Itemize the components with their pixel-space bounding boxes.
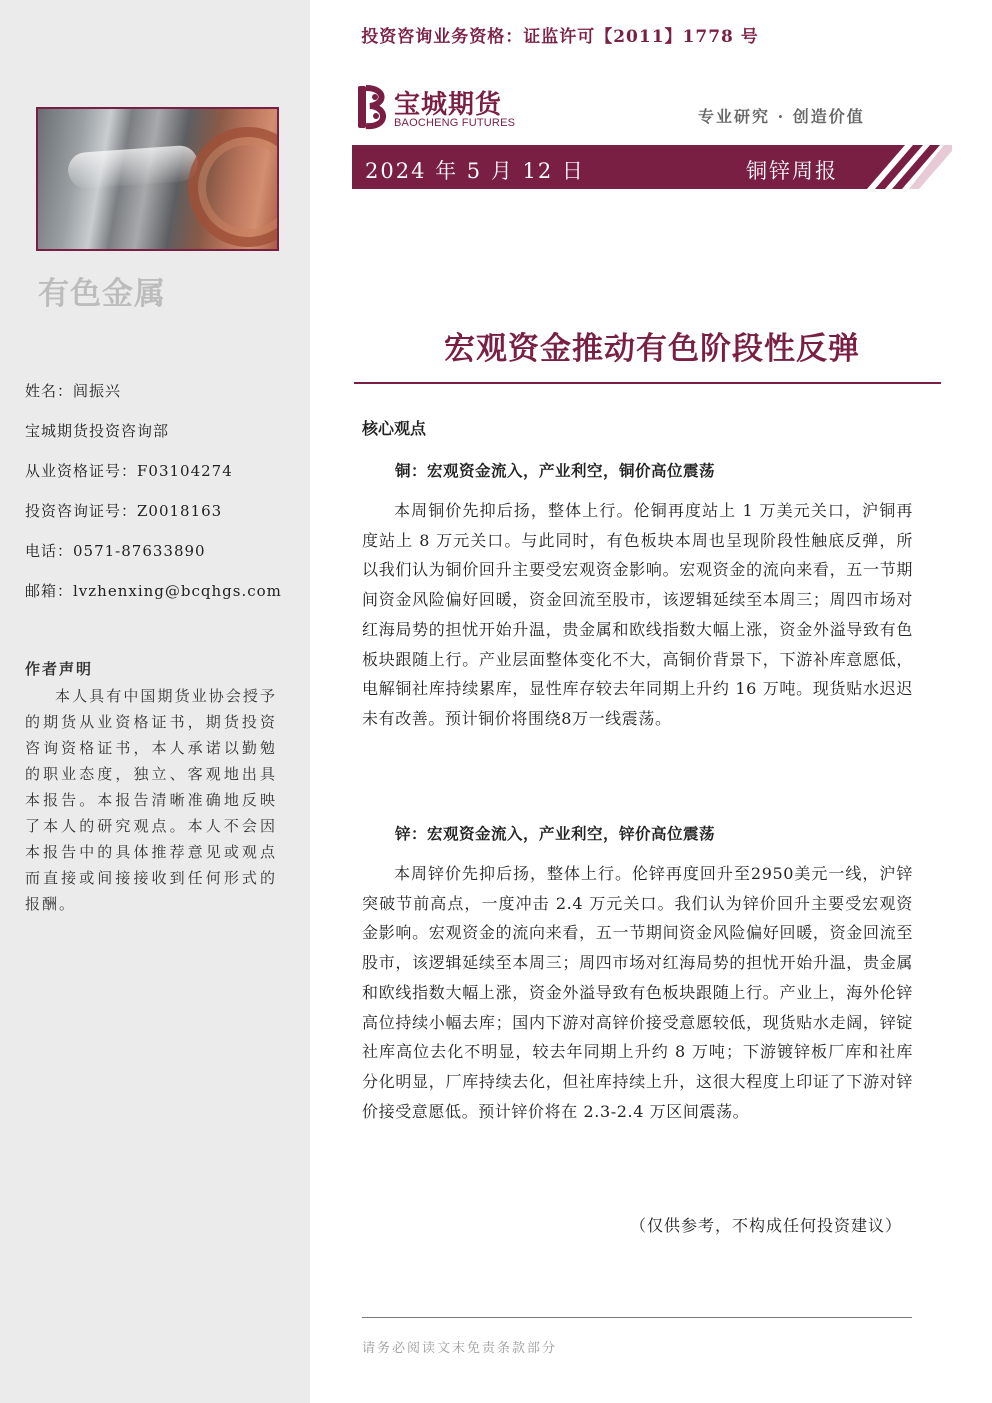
footer-disclaimer: 请务必阅读文末免责条款部分: [362, 1341, 558, 1356]
author-phone: 电话：0571-87633890: [25, 542, 206, 560]
author-dept: 宝城期货投资咨询部: [25, 422, 170, 440]
copper-heading: 铜：宏观资金流入，产业利空，铜价高位震荡: [395, 462, 716, 480]
brand-logo: [356, 84, 526, 132]
author-name: 姓名：闾振兴: [25, 382, 122, 400]
slogan: 专业研究 · 创造价值: [698, 107, 865, 126]
report-title: 宏观资金推动有色阶段性反弹: [444, 331, 860, 367]
investment-disclaimer-note: （仅供参考，不构成任何投资建议）: [630, 1216, 903, 1235]
author-statement-body: 本人具有中国期货业协会授予的期货从业资格证书，期货投资咨询资格证书，本人承诺以勤勉的职业态度，独立、客观地出具本报告。本报告清晰准确地反映了本人的研究观点。本人不会因本报告中的具体推荐意见或观点而直接或间接接收到任何形式的报酬。: [25, 687, 277, 913]
footer-divider: [362, 1317, 912, 1318]
photo-coil: [188, 127, 279, 247]
copper-paragraph: 本周铜价先抑后扬，整体上行。伦铜再度站上 1 万美元关口，沪铜再度站上 8 万元关口。与此同时，有色板块本周也呈现阶段性触底反弹，所以我们认为铜价回升主要受宏观资金影响。宏观资金的流向来看，五一节期间资金风险偏好回暖，资金回流至股市，该逻辑延续至本周三；周四市场对红海局势的担忧开始升温，贵金属和欧线指数大幅上涨，资金外溢导致有色板块跟随上行。产业层面整体变化不大，高铜价背景下，下游补库意愿低，电解铜社库持续累库，显性库存较去年同期上升约 16 万吨。现货贴水迟迟未有改善。预计铜价将围绕8万一线震荡。: [362, 501, 913, 728]
sidebar: [0, 0, 310, 1403]
zinc-heading: 锌：宏观资金流入，产业利空，锌价高位震荡: [395, 825, 716, 843]
logo-name-en: BAOCHENG FUTURES: [394, 117, 516, 129]
title-divider: [354, 382, 941, 384]
author-qualification: 从业资格证号：F03104274: [25, 462, 233, 480]
report-date: 2024 年 5 月 12 日: [365, 159, 585, 183]
author-email[interactable]: 邮箱：lvzhenxing@bcqhgs.com: [25, 582, 282, 600]
zinc-paragraph: 本周锌价先抑后扬，整体上行。伦锌再度回升至2950美元一线，沪锌突破节前高点，一度冲击 2.4 万元关口。我们认为锌价回升主要受宏观资金影响。宏观资金的流向来看，五一节期间资金风险偏好回暖，资金回流至股市，该逻辑延续至本周三；周四市场对红海局势的担忧开始升温，贵金属和欧线指数大幅上涨，资金外溢导致有色板块跟随上行。产业上，海外伦锌高位持续小幅去库；国内下游对高锌价接受意愿较低，现货贴水走阔，锌锭社库高位去化不明显，较去年同期上升约 8 万吨；下游镀锌板厂库和社库分化明显，厂库持续去化，但社库持续上升，这很大程度上印证了下游对锌价接受意愿低。预计锌价将在 2.3-2.4 万区间震荡。: [362, 864, 913, 1121]
author-statement-title: 作者声明: [25, 660, 94, 678]
author-consult-cert: 投资咨询证号：Z0018163: [25, 502, 223, 520]
report-type: 铜锌周报: [746, 159, 838, 183]
sector-label: 有色金属: [38, 276, 166, 312]
copper-coil-photo: [36, 107, 279, 251]
photo-highlight: [67, 145, 199, 190]
logo-name-cn: 宝城期货: [394, 90, 503, 120]
logo-mark-icon: [356, 84, 390, 130]
core-view-label: 核心观点: [362, 419, 427, 438]
license-line: 投资咨询业务资格：证监许可【2011】1778 号: [361, 27, 759, 47]
